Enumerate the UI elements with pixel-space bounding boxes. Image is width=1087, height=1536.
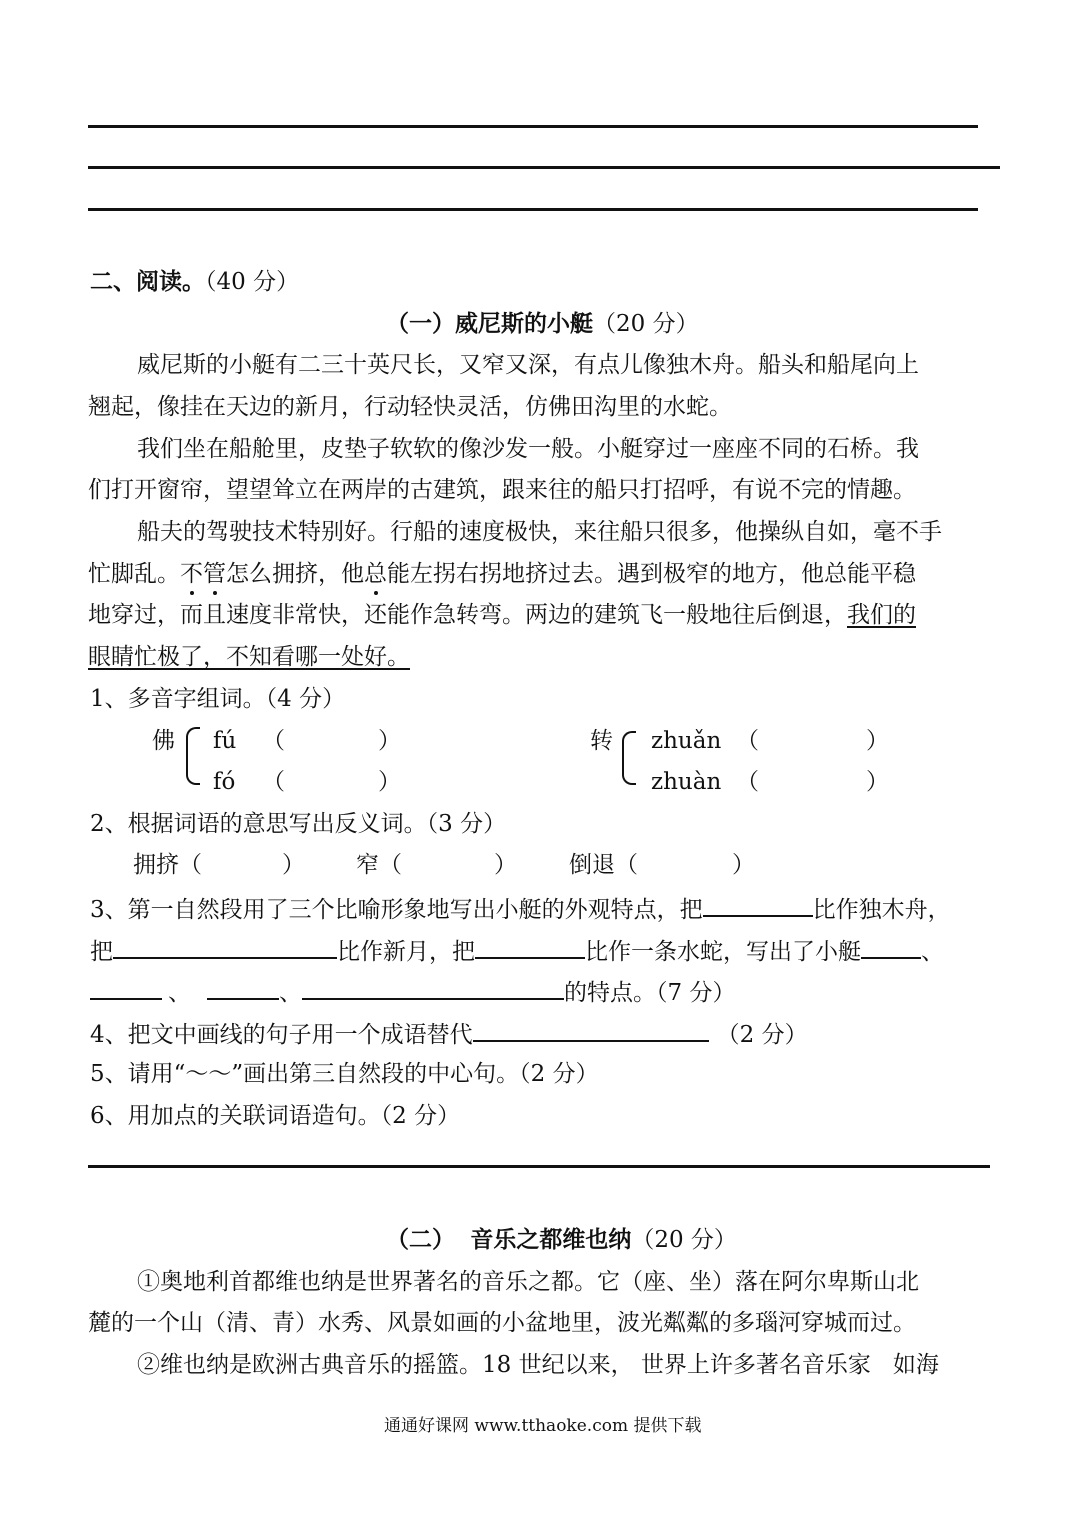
dotted-char: 管 [203, 561, 226, 587]
pinyin: fú [213, 728, 237, 754]
answer-blank[interactable] [703, 893, 813, 917]
question-4: 4、把文中画线的句子用一个成语替代 （2 分） [90, 1018, 808, 1049]
passage1-line: 地穿过，而且速度非常快，还能作急转弯。两边的建筑飞一般地往后倒退，我们的 [88, 602, 916, 628]
answer-blank[interactable] [113, 935, 337, 959]
passage2-num: （二） [386, 1226, 455, 1253]
answer-line-q6[interactable] [88, 1165, 990, 1168]
passage1-score: （20 分） [593, 311, 699, 337]
paren-close: ） [494, 852, 517, 878]
dotted-char: 不 [180, 561, 203, 587]
question-3-line3: 、 、 的特点。（7 分） [90, 976, 735, 1007]
question-5: 5、请用“～～”画出第三自然段的中心句。（2 分） [90, 1061, 599, 1087]
passage1-line: 翘起，像挂在天边的新月，行动轻快灵活，仿佛田沟里的水蛇。 [88, 394, 732, 420]
paren-close: ） [378, 728, 401, 754]
answer-blank[interactable] [475, 935, 585, 959]
char-fo: 佛 [152, 728, 175, 754]
question-6: 6、用加点的关联词语造句。（2 分） [90, 1103, 461, 1129]
question-1: 1、多音字组词。（4 分） [90, 686, 346, 712]
page-footer: 通通好课网 www.tthaoke.com 提供下载 [384, 1416, 702, 1436]
antonym-1: 拥挤（ [133, 852, 202, 878]
section-heading [90, 268, 299, 296]
underlined-sentence: 我们的 [847, 602, 916, 628]
pinyin: zhuàn [651, 769, 722, 795]
paren-close: ） [866, 728, 889, 754]
passage2-line: ②维也纳是欧洲古典音乐的摇篮。18 世纪以来， 世界上许多著名音乐家 如海 [137, 1352, 939, 1378]
passage2-heading [386, 1226, 737, 1254]
answer-blank[interactable] [302, 976, 564, 1000]
section-score: （40 分） [205, 269, 300, 295]
antonym-3: 倒退（ [569, 852, 638, 878]
char-zhuan: 转 [590, 728, 613, 754]
answer-line-2 [88, 166, 1000, 169]
passage1-line-dotted: 忙脚乱。不管怎么拥挤，他总能左拐右拐地挤过去。遇到极窄的地方，他总能平稳 [88, 561, 916, 587]
paren-open: （ [736, 769, 759, 795]
antonym-2: 窄（ [356, 852, 402, 878]
answer-blank[interactable] [473, 1018, 709, 1042]
pinyin: fó [213, 769, 236, 795]
answer-line-3 [88, 208, 978, 211]
paren-close: ） [378, 769, 401, 795]
question-3-line1: 3、第一自然段用了三个比喻形象地写出小艇的外观特点，把 比作独木舟， [90, 893, 951, 924]
answer-line-1 [88, 125, 978, 128]
underlined-sentence: 眼睛忙极了，不知看哪一处好。 [88, 644, 410, 670]
passage1-line: 威尼斯的小艇有二三十英尺长，又窄又深，有点儿像独木舟。船头和船尾向上 [137, 352, 919, 378]
dotted-char: 总 [364, 561, 387, 587]
passage2-title: 音乐之都维也纳 [470, 1226, 632, 1253]
paren-open: （ [262, 728, 285, 754]
paren-open: （ [736, 728, 759, 754]
paren-close: ） [732, 852, 755, 878]
passage1-line: 船夫的驾驶技术特别好。行船的速度极快，来往船只很多，他操纵自如，毫不手 [137, 519, 942, 545]
brace-icon [622, 731, 636, 785]
passage1-line: 我们坐在船舱里，皮垫子软软的像沙发一般。小艇穿过一座座不同的石桥。我 [137, 436, 919, 462]
answer-blank[interactable] [90, 976, 162, 1000]
paren-open: （ [262, 769, 285, 795]
paren-close: ） [866, 769, 889, 795]
answer-blank[interactable] [207, 976, 279, 1000]
question-3-line2: 把 比作新月，把 比作一条水蛇，写出了小艇 、 [90, 935, 944, 966]
passage2-score: （20 分） [631, 1227, 737, 1253]
question-2: 2、根据词语的意思写出反义词。（3 分） [90, 811, 507, 837]
section-title: 二、阅读。 [90, 268, 205, 295]
passage1-line: 们打开窗帘，望望耸立在两岸的古建筑，跟来往的船只打招呼，有说不完的情趣。 [88, 477, 916, 503]
paren-close: ） [282, 852, 305, 878]
pinyin: zhuǎn [651, 728, 722, 754]
passage2-line: 麓的一个山（清、青）水秀、风景如画的小盆地里，波光粼粼的多瑙河穿城而过。 [88, 1310, 916, 1336]
passage2-line: ①奥地利首都维也纳是世界著名的音乐之都。它（座、坐）落在阿尔卑斯山北 [137, 1269, 919, 1295]
passage1-heading [386, 310, 699, 338]
passage1-title: （一）威尼斯的小艇 [386, 310, 593, 337]
brace-icon [186, 727, 200, 785]
answer-blank[interactable] [861, 935, 921, 959]
